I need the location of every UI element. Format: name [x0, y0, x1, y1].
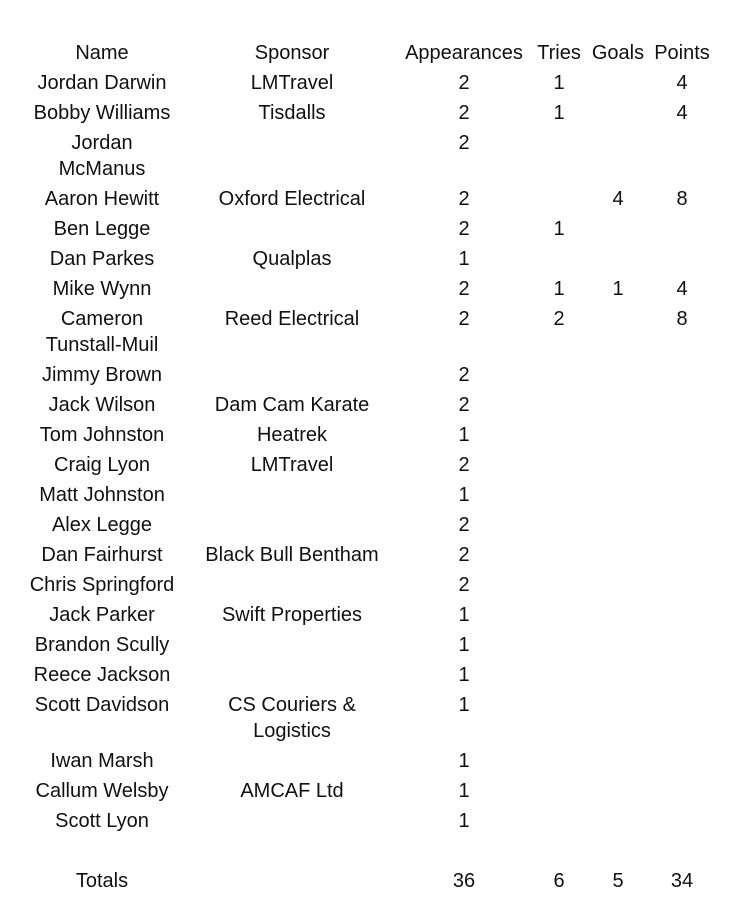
table-row [0, 452, 750, 482]
player-sponsor: Black Bull Bentham [205, 544, 379, 566]
player-sponsor: LMTravel [250, 454, 334, 476]
player-sponsor: Qualplas [252, 248, 332, 270]
player-name: Jordan Darwin [37, 72, 167, 94]
player-name: Alex Legge [51, 514, 153, 536]
table-row [0, 392, 750, 422]
player-points: 4 [676, 102, 688, 124]
player-name: Mike Wynn [52, 278, 152, 300]
table-row [0, 186, 750, 216]
player-sponsor: AMCAF Ltd [240, 780, 344, 802]
player-name: Scott Lyon [55, 810, 149, 832]
player-sponsor: Oxford Electrical [218, 188, 366, 210]
player-name: Iwan Marsh [50, 750, 154, 772]
player-appearances: 2 [458, 308, 470, 330]
player-sponsor: Reed Electrical [224, 308, 360, 330]
player-goals: 1 [612, 278, 624, 300]
header-goals: Goals [591, 42, 645, 64]
player-name: Brandon Scully [34, 634, 170, 656]
player-sponsor: Tisdalls [258, 102, 326, 124]
stats-table [0, 40, 750, 898]
player-tries: 1 [553, 218, 565, 240]
player-appearances: 2 [458, 514, 470, 536]
player-appearances: 1 [458, 248, 470, 270]
header-tries: Tries [537, 42, 581, 64]
totals-row [0, 868, 750, 898]
player-appearances: 2 [458, 394, 470, 416]
header-name: Name [75, 42, 129, 64]
totals-appearances: 36 [452, 870, 476, 892]
table-row [0, 70, 750, 100]
table-row [0, 572, 750, 602]
player-appearances: 2 [458, 364, 470, 386]
player-points: 4 [676, 72, 688, 94]
player-appearances: 1 [458, 604, 470, 626]
player-appearances: 2 [458, 278, 470, 300]
player-name: Scott Davidson [34, 694, 170, 716]
table-row [0, 306, 750, 362]
table-row [0, 778, 750, 808]
player-name: Tom Johnston [39, 424, 165, 446]
player-name: Dan Fairhurst [41, 544, 163, 566]
player-name: Jack Parker [49, 604, 155, 626]
player-name: Jimmy Brown [41, 364, 162, 386]
player-points: 8 [676, 188, 688, 210]
player-sponsor: Heatrek [256, 424, 328, 446]
player-name: Bobby Williams [33, 102, 171, 124]
player-appearances: 2 [458, 544, 470, 566]
table-row [0, 512, 750, 542]
player-name: Jordan McManus [58, 132, 146, 180]
table-row [0, 692, 750, 748]
table-row [0, 542, 750, 572]
header-appearances: Appearances [405, 42, 523, 64]
player-appearances: 1 [458, 634, 470, 656]
player-sponsor: LMTravel [250, 72, 334, 94]
header-sponsor: Sponsor [254, 42, 330, 64]
player-tries: 2 [553, 308, 565, 330]
player-name: Callum Welsby [35, 780, 169, 802]
player-appearances: 2 [458, 132, 470, 154]
player-appearances: 1 [458, 780, 470, 802]
table-row [0, 276, 750, 306]
table-row [0, 422, 750, 452]
table-row [0, 662, 750, 692]
player-name: Chris Springford [29, 574, 175, 596]
player-name: Reece Jackson [33, 664, 171, 686]
player-sponsor: Swift Properties [221, 604, 363, 626]
player-rows [0, 70, 750, 838]
player-goals: 4 [612, 188, 624, 210]
table-row [0, 100, 750, 130]
player-appearances: 1 [458, 810, 470, 832]
player-name: Jack Wilson [48, 394, 156, 416]
player-appearances: 2 [458, 218, 470, 240]
player-tries: 1 [553, 278, 565, 300]
player-appearances: 1 [458, 694, 470, 716]
table-row [0, 246, 750, 276]
player-sponsor: CS Couriers & Logistics [228, 694, 356, 742]
player-name: Dan Parkes [49, 248, 155, 270]
player-appearances: 1 [458, 484, 470, 506]
table-row [0, 362, 750, 392]
table-row [0, 602, 750, 632]
player-points: 4 [676, 278, 688, 300]
player-appearances: 2 [458, 574, 470, 596]
player-appearances: 2 [458, 72, 470, 94]
table-row [0, 216, 750, 246]
player-points: 8 [676, 308, 688, 330]
table-row [0, 130, 750, 186]
player-appearances: 1 [458, 424, 470, 446]
player-appearances: 1 [458, 750, 470, 772]
player-tries: 1 [553, 72, 565, 94]
totals-goals: 5 [612, 870, 624, 892]
table-row [0, 482, 750, 512]
totals-label: Totals [75, 870, 129, 892]
table-row [0, 632, 750, 662]
header-row [0, 40, 750, 70]
table-row [0, 808, 750, 838]
player-appearances: 2 [458, 454, 470, 476]
player-appearances: 1 [458, 664, 470, 686]
totals-tries: 6 [553, 870, 565, 892]
player-appearances: 2 [458, 188, 470, 210]
player-name: Cameron Tunstall-Muil [45, 308, 159, 356]
player-appearances: 2 [458, 102, 470, 124]
player-name: Matt Johnston [39, 484, 165, 506]
player-tries: 1 [553, 102, 565, 124]
totals-points: 34 [670, 870, 694, 892]
player-sponsor: Dam Cam Karate [214, 394, 370, 416]
player-name: Ben Legge [53, 218, 151, 240]
table-row [0, 748, 750, 778]
player-name: Aaron Hewitt [44, 188, 160, 210]
header-points: Points [654, 42, 710, 64]
player-name: Craig Lyon [54, 454, 150, 476]
